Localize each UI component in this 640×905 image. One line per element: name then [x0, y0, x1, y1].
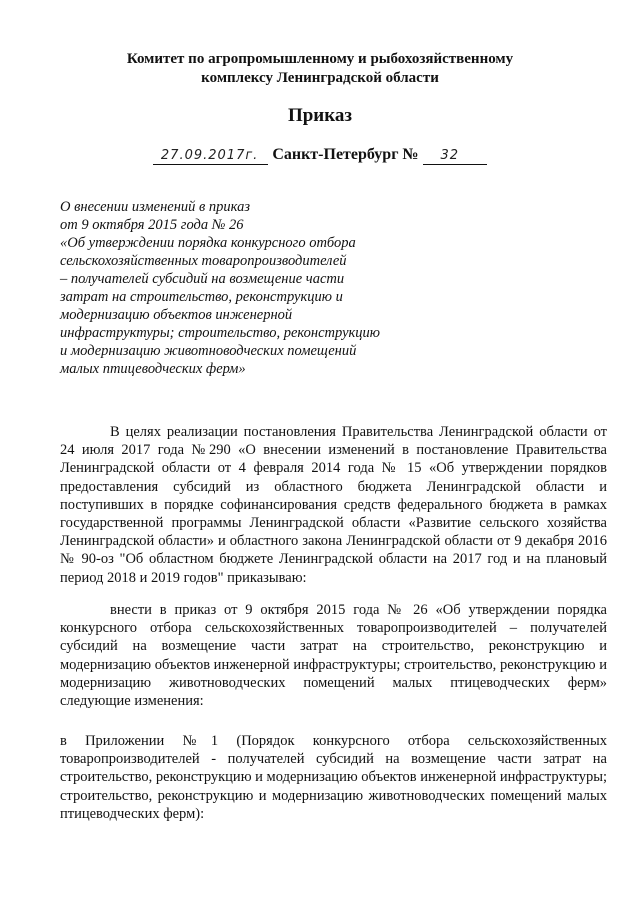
subject-line: сельскохозяйственных товаропроизводителей	[60, 253, 347, 269]
handwritten-order-number: 32	[423, 148, 488, 165]
subject-line: и модернизацию животноводческих помещений	[60, 343, 357, 359]
order-subject	[60, 198, 440, 378]
subject-line: модернизацию объектов инженерной	[60, 307, 293, 323]
subject-line: «Об утверждении порядка конкурсного отбора	[60, 235, 356, 251]
appendix-paragraph: в Приложении №1 (Порядок конкурсного отбора сельскохозяйственных товаропроизводителей - получателей субсидий на возмещение части затрат на строительство, реконструкцию и модернизацию объектов инженерной инфраструктуры; строительство, реконструкцию и модернизацию животноводческих помещений малых птицеводческих ферм):	[60, 733, 607, 822]
committee-header-line-2: комплексу Ленинградской области	[201, 70, 439, 86]
preamble-paragraph: В целях реализации постановления Правительства Ленинградской области от 24 июля 2017 года №290 «О внесении изменений в постановление Правительства Ленинградской области от 4 февраля 2014 года № 15 «Об утверждении порядков предоставления субсидий из областного бюджета Ленинградской области и поступивших в порядке софинансирования средств федерального бюджета в рамках государственной программы Ленинградской области «Развитие сельского хозяйства Ленинградской области» и областного закона Ленинградской области от 9 декабря 2016 № 90-оз "Об областном бюджете Ленинградской области на 2017 год и на плановый период 2018 и 2019 годов" приказываю:	[60, 424, 607, 586]
subject-line: – получателей субсидий на возмещение части	[60, 271, 345, 287]
subject-line: инфраструктуры; строительство, реконструкцию	[60, 325, 381, 341]
committee-header-line-1: Комитет по агропромышленному и рыбохозяйственному	[126, 51, 514, 67]
committee-header	[60, 50, 580, 88]
order-title: Приказ	[287, 105, 353, 126]
subject-line: затрат на строительство, реконструкцию и	[60, 289, 343, 305]
subject-line: О внесении изменений в приказ	[60, 199, 251, 215]
date-number-line	[0, 146, 640, 165]
city-number-label: Санкт-Петербург №	[272, 146, 419, 163]
handwritten-date: 27.09.2017г.	[153, 148, 268, 165]
order-paragraph: внести в приказ от 9 октября 2015 года № 26 «Об утверждении порядка конкурсного отбора сельскохозяйственных товаропроизводителей – получателей субсидий на возмещение части затрат на строительство, реконструкцию и модернизацию объектов инженерной инфраструктуры; строительство, реконструкцию и модернизацию животноводческих помещений малых птицеводческих ферм» следующие изменения:	[60, 602, 607, 710]
subject-line: малых птицеводческих ферм»	[60, 361, 246, 377]
subject-line: от 9 октября 2015 года № 26	[60, 217, 244, 233]
